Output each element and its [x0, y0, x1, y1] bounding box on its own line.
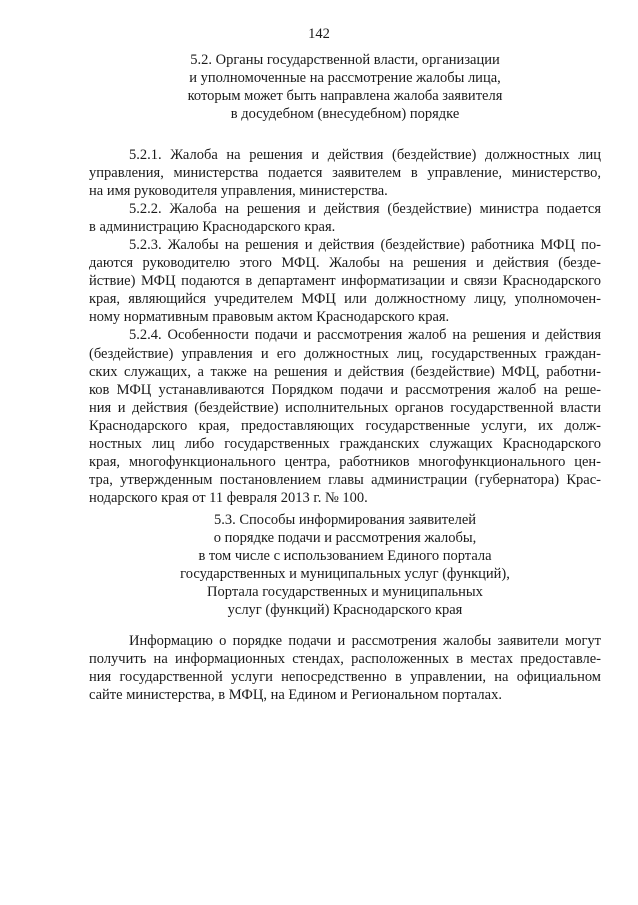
text-line: 5.2.2. Жалоба на решения и действия (бездействие) министра подается [129, 201, 601, 218]
heading-line: государственных и муниципальных услуг (функций), [180, 566, 510, 582]
text-line: края, многофункционального центра, работников многофункционального цен- [89, 453, 601, 470]
text-line: даются руководителю этого МФЦ. Жалобы на решения и действия (безде- [89, 255, 601, 272]
text-line: 5.2.3. Жалобы на решения и действия (бездействие) работника МФЦ по- [129, 237, 601, 254]
page-number: 142 [308, 26, 330, 42]
heading-line: о порядке подачи и рассмотрения жалобы, [213, 530, 477, 546]
text-line: ков МФЦ устанавливаются Порядком подачи и рассмотрения жалоб на реше- [89, 381, 601, 398]
text-line: ния и действия (бездействие) исполнительных органов государственной власти [89, 399, 601, 416]
section-5-3-heading [60, 511, 630, 619]
text-line: ских служащих, а также на решения и действия (бездействие) МФЦ, работни- [89, 363, 601, 380]
text-line: Краснодарского края, предоставляющих государственные услуги, их долж- [89, 417, 601, 434]
text-line: получить на информационных стендах, расположенных в местах предоставле- [89, 651, 601, 668]
text-line: управления, министерства подается заявителем в управление, министерство, [89, 165, 601, 182]
text-line: края, являющийся учредителем МФЦ или должностному лицу, уполномочен- [89, 291, 601, 308]
heading-line: в том числе с использованием Единого портала [198, 548, 492, 564]
text-line: нодарского края от 11 февраля 2013 г. № 100. [89, 489, 368, 506]
text-line: на имя руководителя управления, министерства. [89, 183, 388, 200]
text-line: 5.2.4. Особенности подачи и рассмотрения жалоб на решения и действия [129, 327, 601, 344]
section-5-3-body [89, 632, 601, 704]
text-line: Информацию о порядке подачи и рассмотрения жалобы заявители могут [129, 633, 601, 649]
text-line: ния государственной услуги непосредственно в управлении, на официальном [89, 669, 601, 686]
heading-line: Портала государственных и муниципальных [207, 584, 483, 600]
heading-line: 5.2. Органы государственной власти, организации [190, 52, 500, 68]
heading-line: в досудебном (внесудебном) порядке [230, 106, 460, 122]
heading-line: которым может быть направлена жалоба заявителя [187, 88, 503, 104]
text-line: сайте министерства, в МФЦ, на Едином и Региональном порталах. [89, 687, 502, 704]
text-line: 5.2.1. Жалоба на решения и действия (бездействие) должностных лиц [129, 147, 601, 163]
heading-line: 5.3. Способы информирования заявителей [213, 512, 477, 528]
section-5-2-body [89, 146, 601, 507]
heading-line: и уполномоченные на рассмотрение жалобы лица, [189, 70, 501, 86]
text-line: ностных лиц либо государственных гражданских служащих Краснодарского [89, 435, 601, 452]
text-line: (бездействие) управления и его должностных лиц, государственных граждан- [89, 345, 601, 362]
text-line: тра, утвержденным постановлением главы администрации (губернатора) Крас- [89, 471, 601, 488]
text-line: йствие) МФЦ подаются в департамент информатизации и связи Краснодарского [89, 273, 601, 290]
section-5-2-heading [60, 51, 630, 123]
heading-line: услуг (функций) Краснодарского края [227, 602, 463, 618]
text-line: в администрацию Краснодарского края. [89, 219, 336, 236]
text-line: ному нормативным правовым актом Краснодарского края. [89, 309, 450, 326]
